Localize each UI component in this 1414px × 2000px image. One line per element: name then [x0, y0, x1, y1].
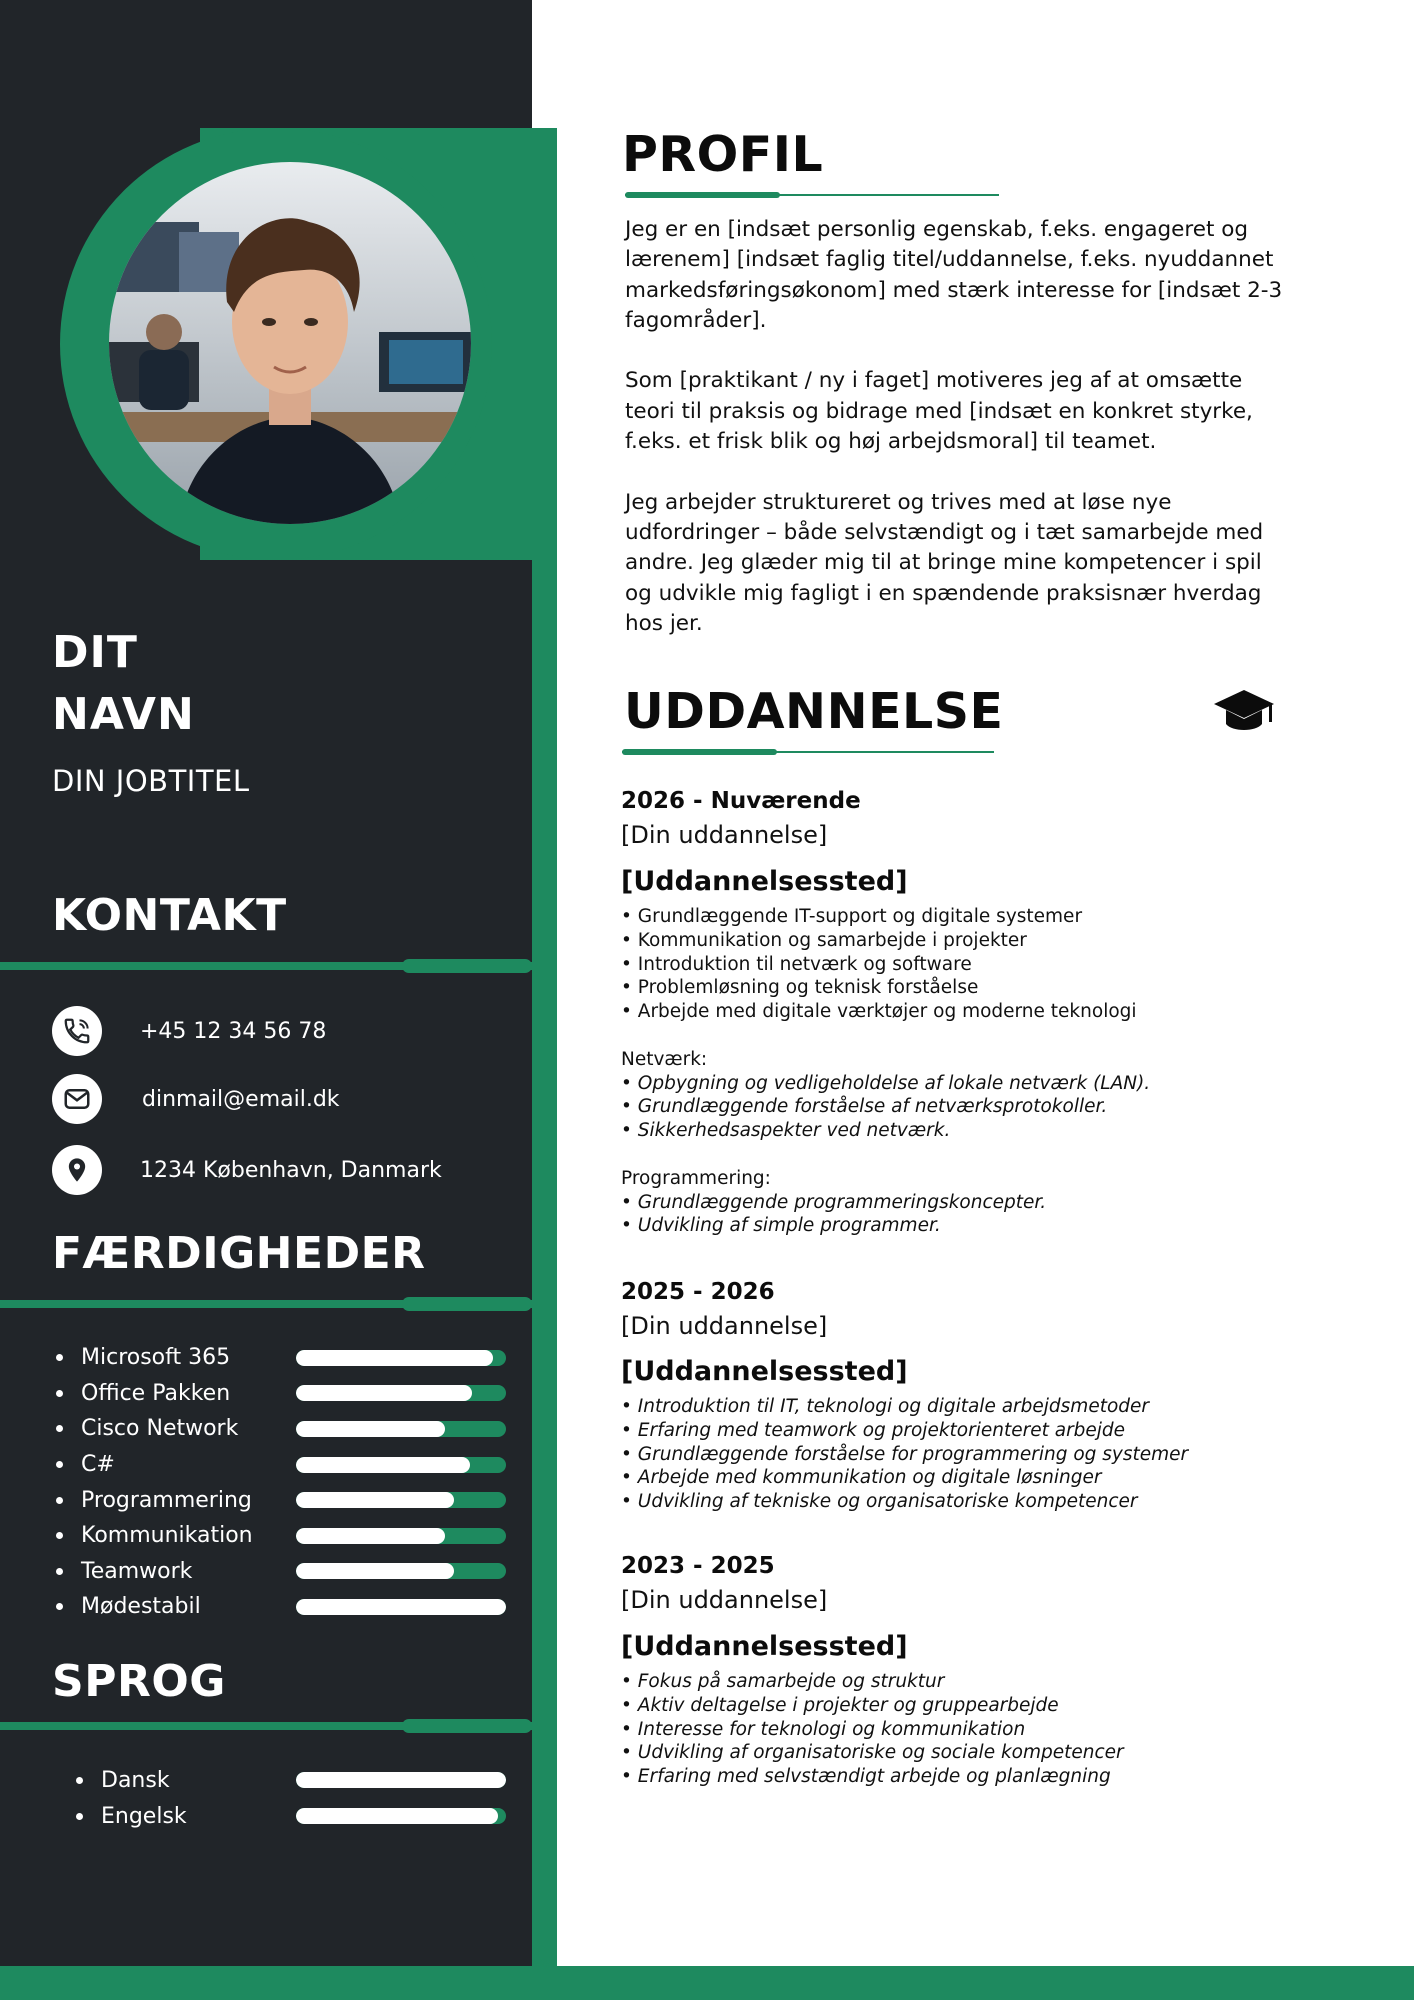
list-item: • Erfaring med selvstændigt arbejde og planlægning	[621, 1766, 1111, 1788]
location-pin-icon	[52, 1145, 102, 1195]
contact-phone[interactable]: +45 12 34 56 78	[140, 1018, 327, 1044]
level-fill	[296, 1563, 454, 1579]
level-fill	[296, 1599, 506, 1615]
contact-phone-row	[52, 1006, 327, 1056]
education-bullets	[621, 1395, 1321, 1514]
skill-label: Mødestabil	[81, 1594, 201, 1620]
skill-item	[56, 1589, 506, 1625]
skill-label: Microsoft 365	[81, 1345, 231, 1371]
language-label: Engelsk	[101, 1803, 187, 1829]
list-item: • Grundlæggende forståelse af netværksprotokoller.	[621, 1096, 1108, 1118]
skill-level-bar	[296, 1385, 506, 1401]
skill-label: Cisco Network	[81, 1416, 239, 1442]
skill-label: Kommunikation	[81, 1523, 253, 1549]
bullet-dot	[56, 1568, 63, 1575]
footer-bar	[0, 1966, 1414, 2000]
skill-label: Office Pakken	[81, 1380, 231, 1406]
skill-label: Programmering	[81, 1487, 252, 1513]
education-name: [Din uddannelse]	[621, 1586, 828, 1614]
profile-photo	[109, 162, 471, 524]
graduation-cap-icon	[1212, 688, 1276, 743]
education-date: 2026 - Nuværende	[621, 788, 861, 814]
contact-heading: KONTAKT	[52, 890, 287, 941]
bullet-dot	[56, 1532, 63, 1539]
profile-divider	[625, 194, 999, 196]
skill-level-bar	[296, 1421, 506, 1437]
skill-item	[56, 1447, 506, 1483]
skills-divider	[0, 1300, 532, 1308]
list-item: • Sikkerhedsaspekter ved netværk.	[621, 1120, 951, 1142]
education-place: [Uddannelsessted]	[621, 1631, 908, 1662]
list-item: • Grundlæggende forståelse for programmering og systemer	[621, 1443, 1189, 1465]
skill-level-bar	[296, 1457, 506, 1473]
list-item: • Arbejde med digitale værktøjer og moderne teknologi	[621, 1001, 1137, 1023]
language-level-bar	[296, 1772, 506, 1788]
language-level-bar	[296, 1808, 506, 1824]
list-item: • Udvikling af tekniske og organisatoriske kompetencer	[621, 1491, 1138, 1513]
profile-text	[625, 215, 1285, 669]
contact-address: 1234 København, Danmark	[140, 1157, 442, 1183]
skill-item	[56, 1482, 506, 1518]
education-name: [Din uddannelse]	[621, 1312, 828, 1340]
languages-heading: SPROG	[52, 1656, 226, 1707]
contact-divider	[0, 962, 532, 970]
envelope-icon	[52, 1074, 102, 1124]
list-item: • Introduktion til IT, teknologi og digitale arbejdsmetoder	[621, 1396, 1149, 1417]
list-item: • Aktiv deltagelse i projekter og gruppearbejde	[621, 1694, 1059, 1716]
contact-email[interactable]: dinmail@email.dk	[142, 1086, 340, 1112]
list-item: • Fokus på samarbejde og struktur	[621, 1671, 945, 1692]
bullet-dot	[56, 1603, 63, 1610]
education-bullets	[621, 1670, 1321, 1789]
contact-email-row	[52, 1074, 340, 1124]
bullet-dot	[56, 1497, 63, 1504]
skills-list	[56, 1340, 506, 1625]
profile-paragraph-1: Jeg er en [indsæt personlig egenskab, f.eks. engageret og lærenem] [indsæt faglig titel/uddannelse, f.eks. nyuddannet markedsføringsøkonom] med stærk interesse for [indsæt 2-3 fagområder].	[625, 217, 1283, 333]
skill-level-bar	[296, 1350, 506, 1366]
skill-label: C#	[81, 1452, 115, 1478]
skill-item	[56, 1376, 506, 1412]
phone-icon	[52, 1006, 102, 1056]
education-name: [Din uddannelse]	[621, 821, 828, 849]
skill-item	[56, 1554, 506, 1590]
list-item: • Kommunikation og samarbejde i projekter	[621, 929, 1027, 951]
skill-level-bar	[296, 1599, 506, 1615]
skills-heading: FÆRDIGHEDER	[52, 1228, 426, 1279]
job-title: DIN JOBTITEL	[52, 764, 250, 798]
skill-level-bar	[296, 1492, 506, 1508]
list-item: • Problemløsning og teknisk forståelse	[621, 977, 979, 999]
list-item: • Grundlæggende IT-support og digitale systemer	[621, 906, 1083, 927]
skill-item	[56, 1518, 506, 1554]
network-label: Netværk:	[621, 1048, 708, 1070]
profile-paragraph-3: Jeg arbejder struktureret og trives med at løse nye udfordringer – både selvstændigt og i tæt samarbejde med andre. Jeg glæder mig til at bringe mine kompetencer i spil og udvikle mig fagligt i en spændende praksisnær hverdag hos jer.	[625, 489, 1264, 636]
bullet-dot	[56, 1354, 63, 1361]
name-line-2: NAVN	[52, 689, 195, 740]
education-bullets	[621, 905, 1321, 1238]
bullet-dot	[56, 1425, 63, 1432]
list-item: • Interesse for teknologi og kommunikation	[621, 1718, 1026, 1740]
bullet-dot	[56, 1390, 63, 1397]
profile-paragraph-2: Som [praktikant / ny i faget] motiveres jeg af at omsætte teori til praksis og bidrage med [indsæt en konkret styrke, f.eks. et frisk blik og høj arbejdsmoral] til teamet.	[625, 368, 1253, 455]
education-place: [Uddannelsessted]	[621, 866, 908, 897]
level-fill	[296, 1421, 445, 1437]
list-item: • Erfaring med teamwork og projektorienteret arbejde	[621, 1419, 1126, 1441]
language-item	[76, 1762, 506, 1798]
list-item: • Arbejde med kommunikation og digitale løsninger	[621, 1467, 1102, 1489]
education-date: 2023 - 2025	[621, 1553, 775, 1579]
skill-level-bar	[296, 1528, 506, 1544]
bullet-dot	[56, 1461, 63, 1468]
level-fill	[296, 1350, 493, 1366]
bullet-dot	[76, 1777, 83, 1784]
languages-divider	[0, 1722, 532, 1730]
list-item: • Udvikling af simple programmer.	[621, 1215, 941, 1237]
skill-level-bar	[296, 1563, 506, 1579]
list-item: • Introduktion til netværk og software	[621, 953, 972, 975]
language-item	[76, 1798, 506, 1834]
education-place: [Uddannelsessted]	[621, 1356, 908, 1387]
skill-label: Teamwork	[81, 1558, 193, 1584]
level-fill	[296, 1772, 506, 1788]
level-fill	[296, 1528, 445, 1544]
level-fill	[296, 1457, 470, 1473]
list-item: • Grundlæggende programmeringskoncepter.	[621, 1191, 1047, 1213]
contact-address-row	[52, 1145, 442, 1195]
language-label: Dansk	[101, 1767, 170, 1793]
level-fill	[296, 1808, 498, 1824]
education-heading: UDDANNELSE	[624, 683, 1004, 740]
list-item: • Udvikling af organisatoriske og sociale kompetencer	[621, 1742, 1124, 1764]
list-item: • Opbygning og vedligeholdelse af lokale netværk (LAN).	[621, 1072, 1151, 1094]
profile-heading: PROFIL	[622, 126, 824, 183]
education-divider	[622, 751, 994, 753]
level-fill	[296, 1492, 454, 1508]
education-date: 2025 - 2026	[621, 1279, 775, 1305]
level-fill	[296, 1385, 472, 1401]
skill-item	[56, 1340, 506, 1376]
person-name	[52, 622, 195, 746]
bullet-dot	[76, 1813, 83, 1820]
skill-item	[56, 1411, 506, 1447]
programming-label: Programmering:	[621, 1167, 771, 1189]
name-line-1: DIT	[52, 627, 138, 678]
languages-list	[76, 1762, 506, 1834]
